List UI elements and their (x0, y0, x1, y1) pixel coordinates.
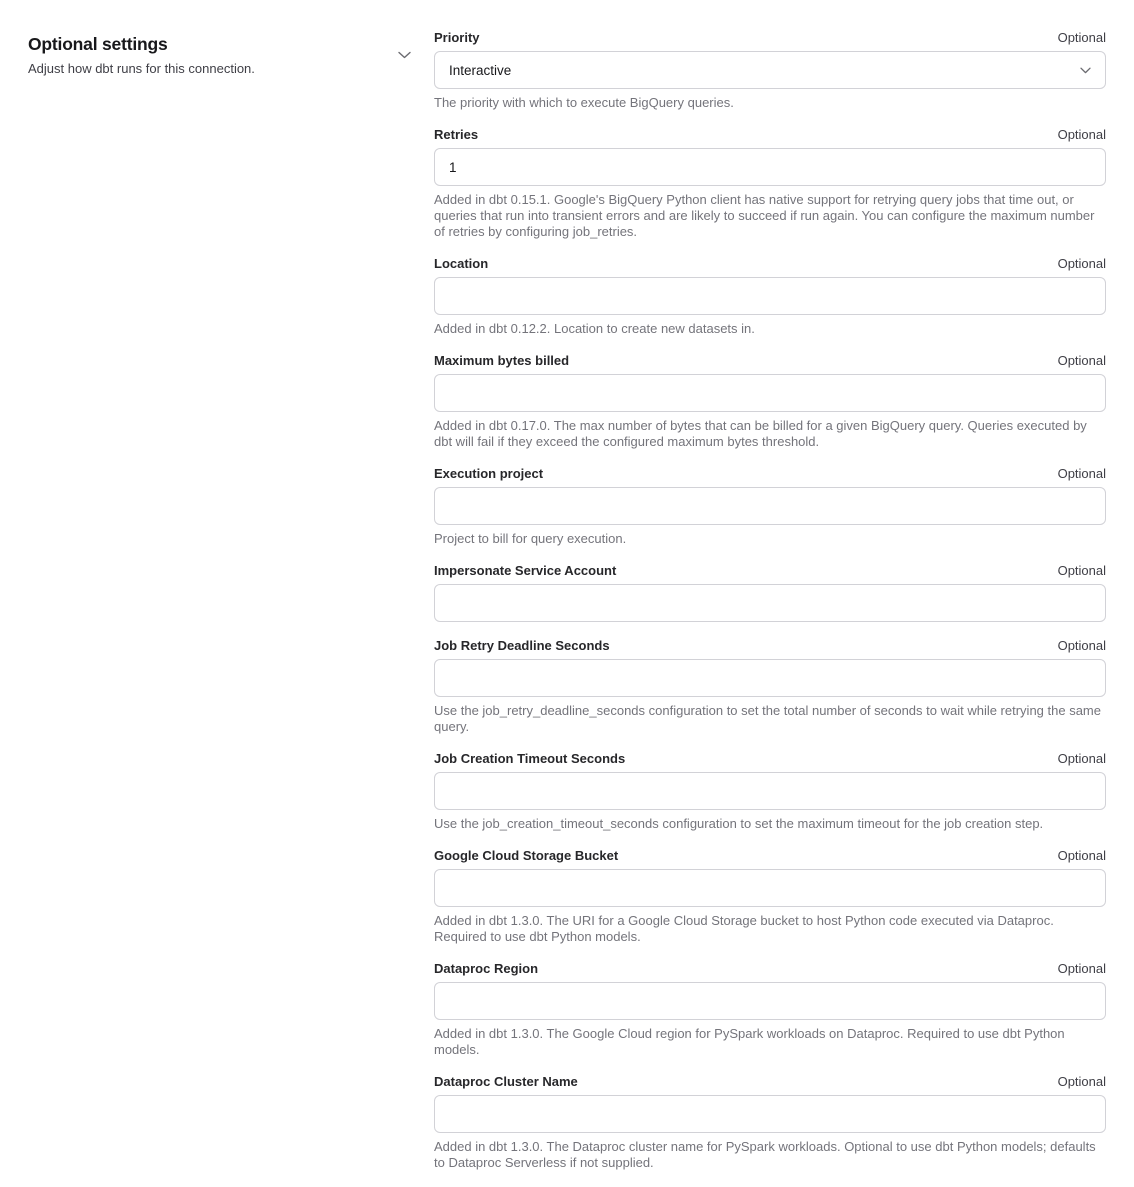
optional-settings-form (434, 30, 1106, 1187)
field-header (434, 1074, 1106, 1090)
section-collapse-button[interactable] (393, 44, 415, 66)
optional-badge: Optional (1057, 353, 1106, 368)
job-retry-deadline-seconds-input[interactable] (434, 659, 1106, 697)
field-priority (434, 30, 1106, 111)
field-header (434, 466, 1106, 482)
section-subtitle: Adjust how dbt runs for this connection. (28, 60, 255, 76)
optional-badge: Optional (1057, 256, 1106, 271)
field-maximum-bytes-billed (434, 353, 1106, 450)
section-description (28, 34, 378, 78)
impersonate-service-account-input[interactable] (434, 584, 1106, 622)
field-help-text: Added in dbt 0.12.2. Location to create new datasets in. (434, 321, 755, 336)
field-help-text: Added in dbt 0.17.0. The max number of bytes that can be billed for a given BigQuery query. Queries executed by dbt will fail if they exceed the configured maximum bytes threshold. (434, 418, 1087, 449)
field-label: Maximum bytes billed (434, 353, 570, 368)
section-title: Optional settings (28, 34, 168, 54)
field-dataproc-cluster-name (434, 1074, 1106, 1171)
field-label: Retries (434, 127, 479, 142)
chevron-down-icon (398, 51, 411, 59)
field-header (434, 256, 1106, 272)
field-label: Job Creation Timeout Seconds (434, 751, 626, 766)
field-label: Location (434, 256, 489, 271)
field-header (434, 353, 1106, 369)
field-retries (434, 127, 1106, 240)
maximum-bytes-billed-input[interactable] (434, 374, 1106, 412)
field-help-text: Added in dbt 0.15.1. Google's BigQuery Python client has native support for retrying query jobs that time out, or queries that run into transient errors and are likely to succeed if run again. You can configure the maximum number of retries by configuring job_retries. (434, 192, 1095, 239)
field-google-cloud-storage-bucket (434, 848, 1106, 945)
field-header (434, 127, 1106, 143)
field-help-text: Use the job_retry_deadline_seconds configuration to set the total number of seconds to wait while retrying the same query. (434, 703, 1101, 734)
field-job-retry-deadline-seconds (434, 638, 1106, 735)
field-label: Execution project (434, 466, 544, 481)
field-header (434, 751, 1106, 767)
field-header (434, 638, 1106, 654)
optional-badge: Optional (1057, 848, 1106, 863)
optional-badge: Optional (1057, 751, 1106, 766)
field-label: Dataproc Cluster Name (434, 1074, 578, 1089)
field-help-text: The priority with which to execute BigQuery queries. (434, 95, 734, 110)
field-header (434, 563, 1106, 579)
field-header (434, 961, 1106, 977)
field-help-text: Project to bill for query execution. (434, 531, 627, 546)
optional-badge: Optional (1057, 30, 1106, 45)
field-label: Impersonate Service Account (434, 563, 617, 578)
field-label: Job Retry Deadline Seconds (434, 638, 610, 653)
job-creation-timeout-seconds-input[interactable] (434, 772, 1106, 810)
field-help-text: Use the job_creation_timeout_seconds configuration to set the maximum timeout for the job creation step. (434, 816, 1044, 831)
retries-input[interactable] (434, 148, 1106, 186)
execution-project-input[interactable] (434, 487, 1106, 525)
optional-badge: Optional (1057, 1074, 1106, 1089)
field-dataproc-region (434, 961, 1106, 1058)
field-label: Google Cloud Storage Bucket (434, 848, 619, 863)
field-location (434, 256, 1106, 337)
optional-badge: Optional (1057, 961, 1106, 976)
optional-badge: Optional (1057, 466, 1106, 481)
google-cloud-storage-bucket-input[interactable] (434, 869, 1106, 907)
optional-badge: Optional (1057, 127, 1106, 142)
field-header (434, 30, 1106, 46)
dataproc-cluster-name-input[interactable] (434, 1095, 1106, 1133)
optional-badge: Optional (1057, 638, 1106, 653)
field-execution-project (434, 466, 1106, 547)
field-help-text: Added in dbt 1.3.0. The URI for a Google Cloud Storage bucket to host Python code executed via Dataproc. Required to use dbt Python models. (434, 913, 1054, 944)
select-value: Interactive (449, 62, 512, 78)
priority-select[interactable] (434, 51, 1106, 89)
location-input[interactable] (434, 277, 1106, 315)
field-label: Priority (434, 30, 480, 45)
field-label: Dataproc Region (434, 961, 539, 976)
field-job-creation-timeout-seconds (434, 751, 1106, 832)
field-header (434, 848, 1106, 864)
field-help-text: Added in dbt 1.3.0. The Google Cloud region for PySpark workloads on Dataproc. Required to use dbt Python models. (434, 1026, 1065, 1057)
field-help-text: Added in dbt 1.3.0. The Dataproc cluster name for PySpark workloads. Optional to use dbt Python models; defaults to Dataproc Serverless if not supplied. (434, 1139, 1096, 1170)
optional-badge: Optional (1057, 563, 1106, 578)
chevron-down-icon (1080, 67, 1091, 74)
dataproc-region-input[interactable] (434, 982, 1106, 1020)
field-impersonate-service-account (434, 563, 1106, 622)
